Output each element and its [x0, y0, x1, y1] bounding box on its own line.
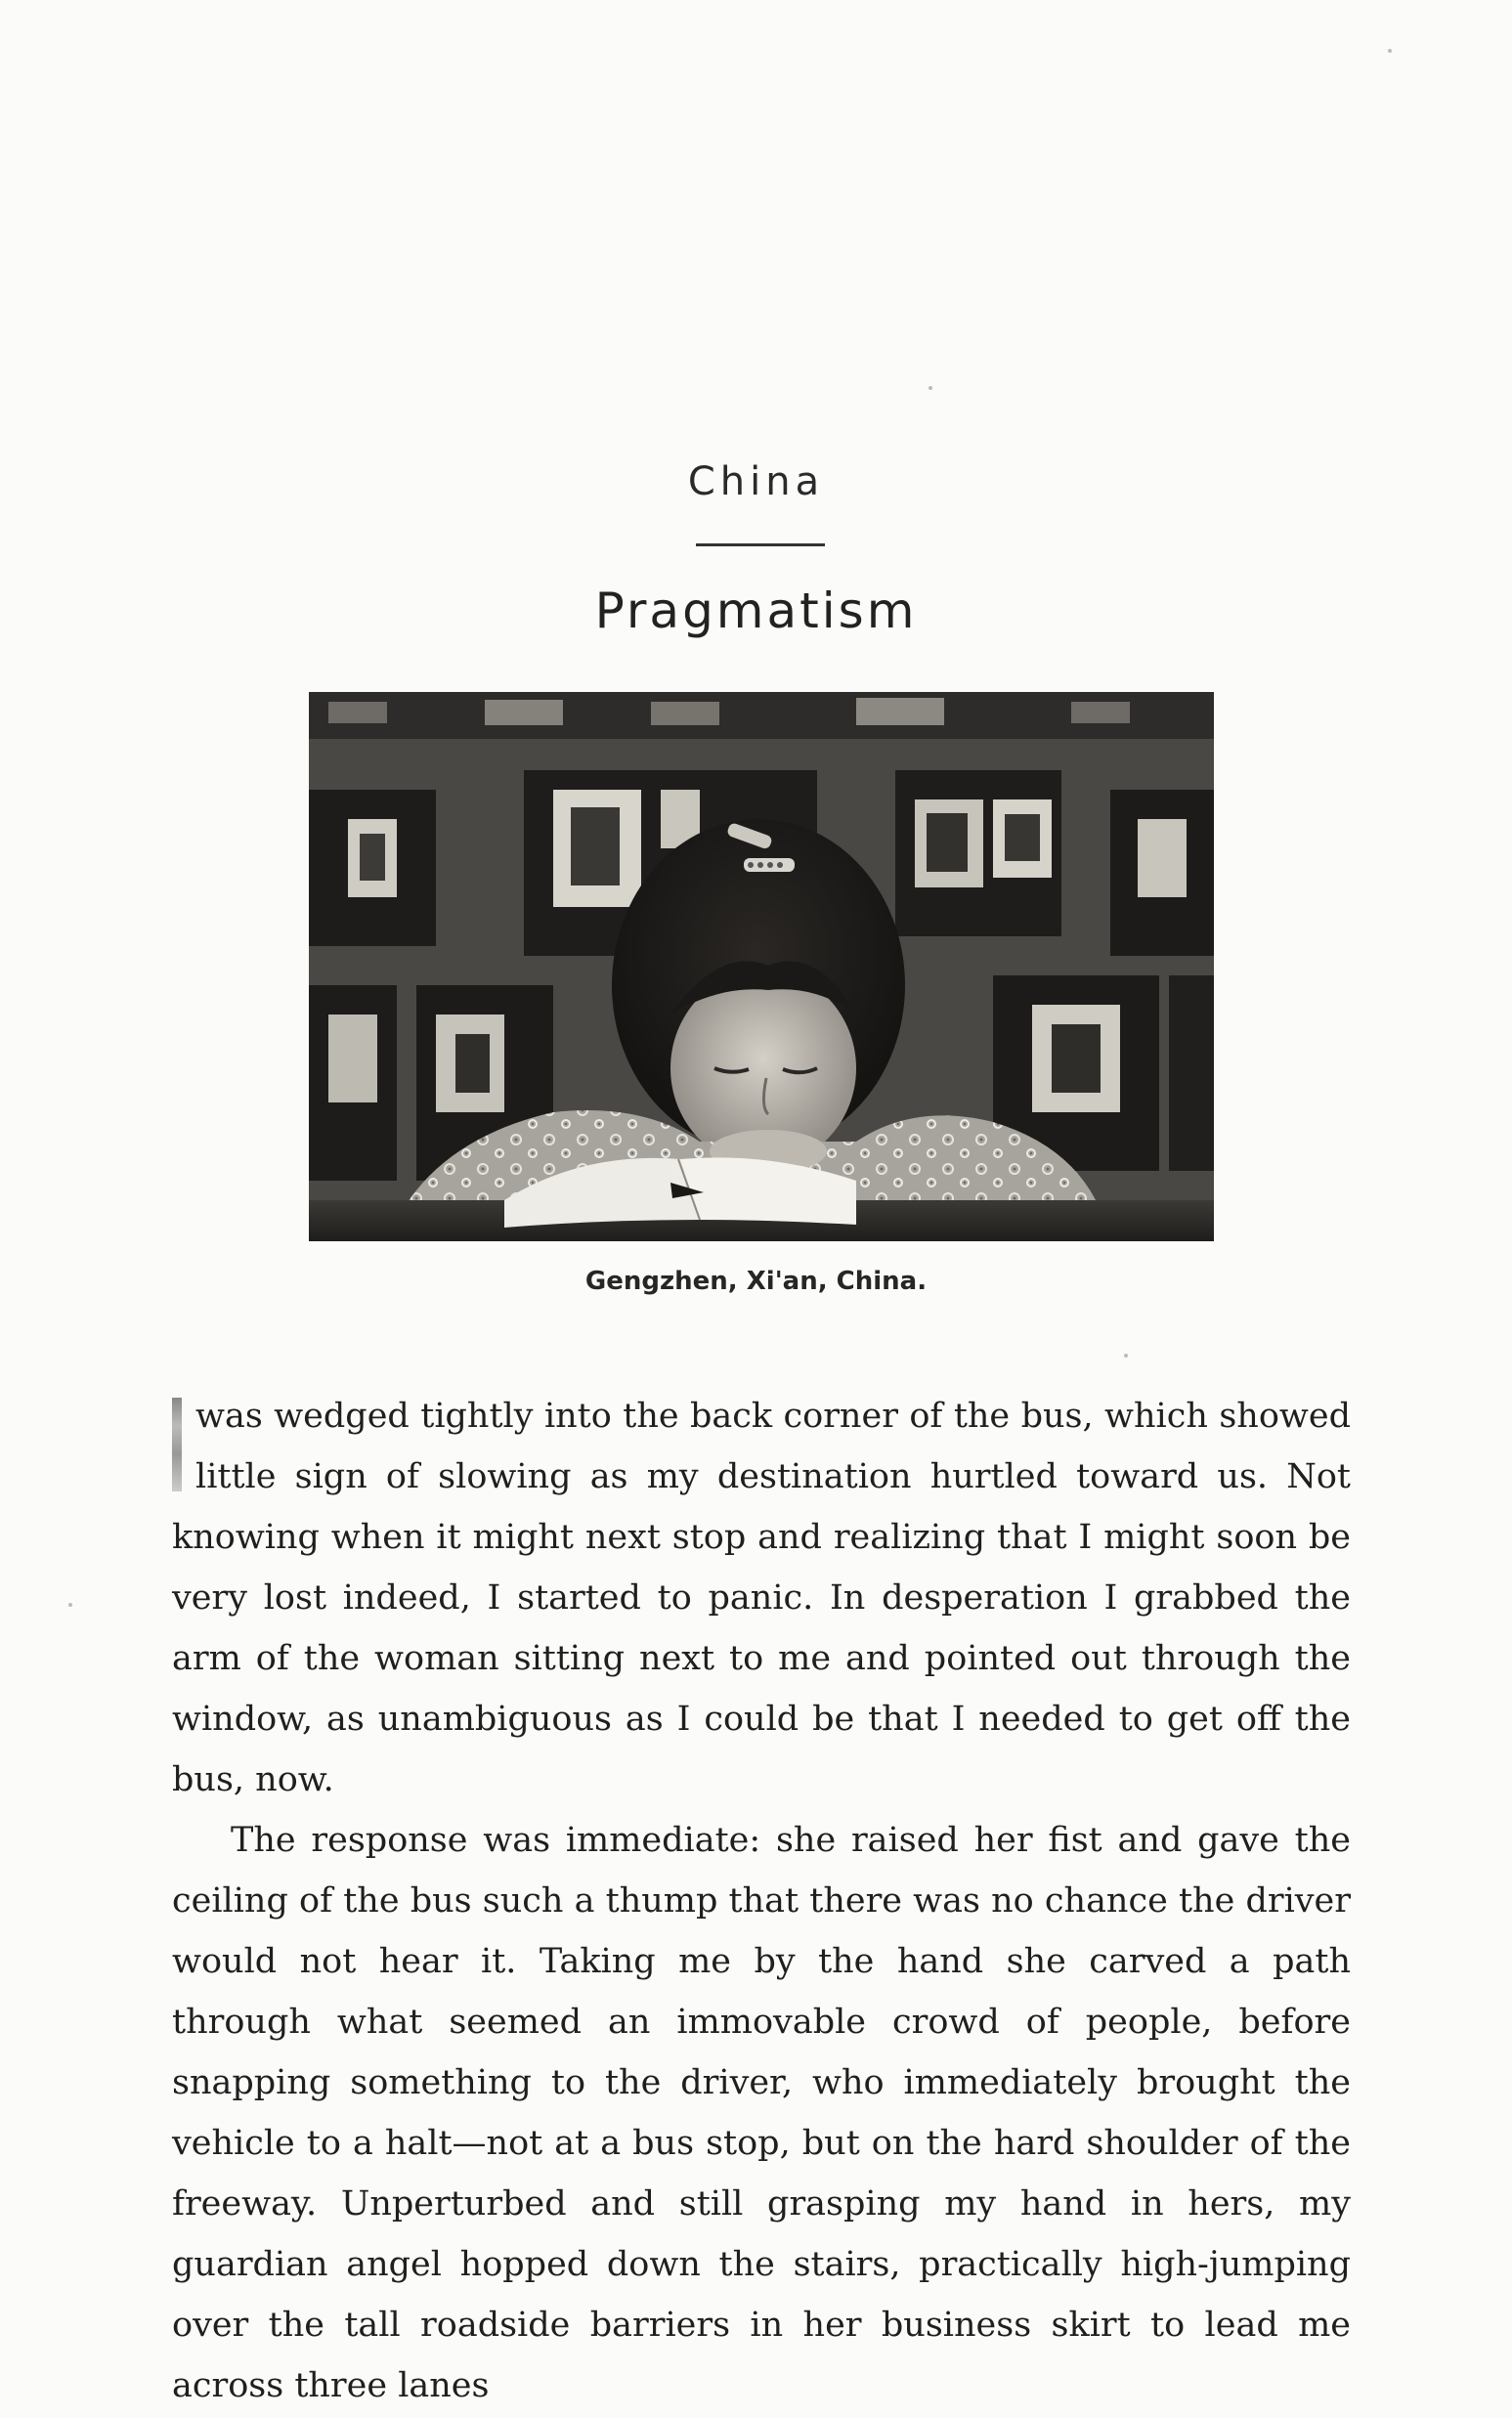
drop-cap-letter: [172, 1398, 182, 1491]
paragraph-1: [172, 1386, 1351, 1810]
chapter-label: China: [687, 459, 825, 504]
paragraph-1-text: was wedged tightly into the back corner of the bus, which showed little sign of slowing as my destination hurtled toward us. Not knowing when it might next stop and realizing that I might soon be very lost indeed, I started to panic. In desperation I grabbed the arm of the woman sitting next to me and pointed out through the window, as unambiguous as I could be that I needed to get off the bus, now.: [172, 1397, 1351, 1799]
body-text: [172, 1386, 1351, 2416]
scan-speck: [929, 386, 932, 390]
chapter-photo: [309, 692, 1214, 1241]
photo-girl-reading: [309, 692, 1214, 1241]
scan-speck: [1388, 49, 1392, 53]
scan-speck: [1124, 1354, 1128, 1358]
chapter-title: Pragmatism: [594, 583, 918, 639]
scan-speck: [68, 1603, 72, 1607]
title-divider: [696, 543, 825, 546]
photo-caption: Gengzhen, Xi'an, China.: [584, 1267, 928, 1296]
paragraph-2: The response was immediate: she raised her fist and gave the ceiling of the bus such a thump that there was no chance the driver would not hear it. Taking me by the hand she carved a path through what seemed an immovable crowd of people, before snapping something to the driver, who immediately brought the vehicle to a halt—not at a bus stop, but on the hard shoulder of the freeway. Unperturbed and still grasping my hand in hers, my guardian angel hopped down the stairs, practically high-jumping over the tall roadside barriers in her business skirt to lead me across three lanes: [172, 1821, 1351, 2405]
